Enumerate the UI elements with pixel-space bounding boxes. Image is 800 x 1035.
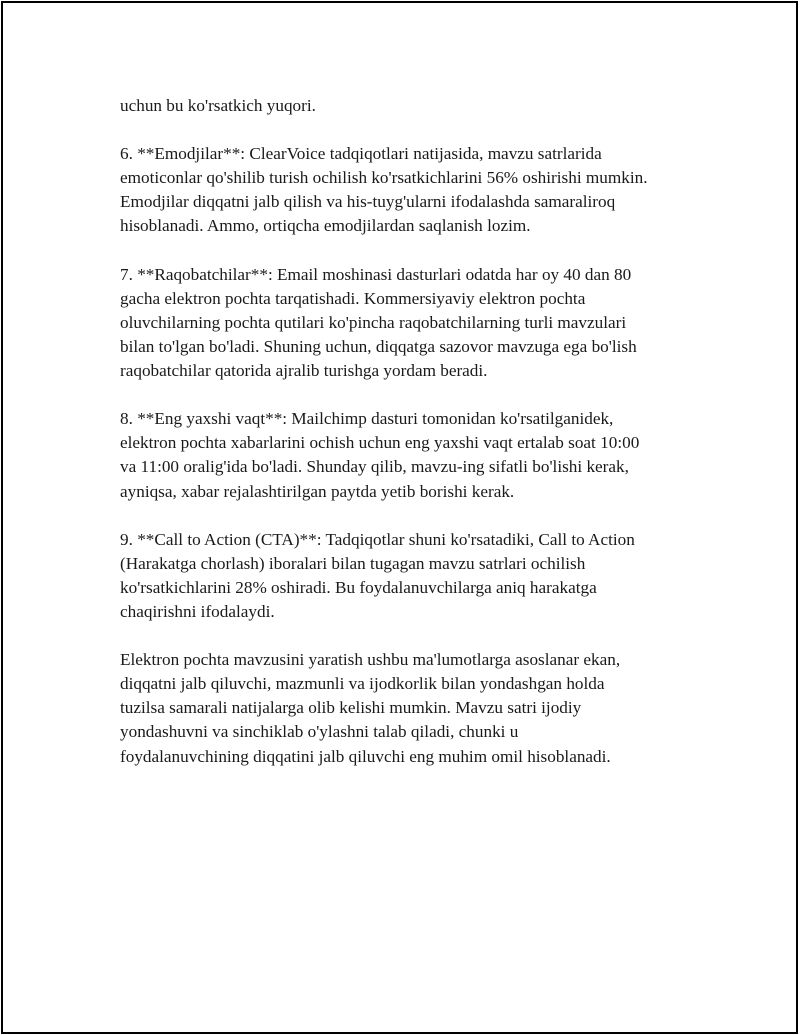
text-line: diqqatni jalb qiluvchi, mazmunli va ijodkorlik bilan yondashgan holda	[120, 674, 605, 694]
text-line: oluvchilarning pochta qutilari ko'pincha raqobatchilarning turli mavzulari	[120, 312, 627, 332]
paragraph-item-6-emodjilar	[120, 142, 710, 238]
text-line: hisoblanadi. Ammo, ortiqcha emodjilardan saqlanish lozim.	[120, 216, 531, 236]
text-line: raqobatchilar qatorida ajralib turishga yordam beradi.	[120, 361, 488, 381]
paragraph-continuation	[120, 94, 710, 118]
paragraph-conclusion	[120, 648, 710, 768]
document-body	[120, 94, 710, 793]
text-line: (Harakatga chorlash) iboralari bilan tugagan mavzu satrlari ochilish	[120, 553, 586, 573]
text-line: emoticonlar qo'shilib turish ochilish ko'rsatkichlarini 56% oshirishi mumkin.	[120, 168, 648, 188]
text-line: va 11:00 oralig'ida bo'ladi. Shunday qilib, mavzu-ing sifatli bo'lishi kerak,	[120, 457, 629, 477]
text-line: 8. **Eng yaxshi vaqt**: Mailchimp dasturi tomonidan ko'rsatilganidek,	[120, 409, 614, 429]
text-line: foydalanuvchining diqqatini jalb qiluvchi eng muhim omil hisoblanadi.	[120, 746, 611, 766]
text-line: 7. **Raqobatchilar**: Email moshinasi dasturlari odatda har oy 40 dan 80	[120, 264, 632, 284]
paragraph-item-8-eng-yaxshi-vaqt	[120, 407, 710, 503]
text-line: ayniqsa, xabar rejalashtirilgan paytda yetib borishi kerak.	[120, 481, 515, 501]
page-frame	[1, 1, 798, 1034]
text-line: 6. **Emodjilar**: ClearVoice tadqiqotlari natijasida, mavzu satrlarida	[120, 144, 602, 164]
text-line: yondashuvni va sinchiklab o'ylashni talab qiladi, chunki u	[120, 722, 519, 742]
text-line: 9. **Call to Action (CTA)**: Tadqiqotlar shuni ko'rsatadiki, Call to Action	[120, 529, 635, 549]
text-line: bilan to'lgan bo'ladi. Shuning uchun, diqqatga sazovor mavzuga ega bo'lish	[120, 336, 637, 356]
text-line: ko'rsatkichlarini 28% oshiradi. Bu foydalanuvchilarga aniq harakatga	[120, 577, 597, 597]
paragraph-item-7-raqobatchilar	[120, 263, 710, 383]
text-line: gacha elektron pochta tarqatishadi. Kommersiyaviy elektron pochta	[120, 288, 586, 308]
text-line: chaqirishni ifodalaydi.	[120, 601, 275, 621]
paragraph-item-9-call-to-action	[120, 528, 710, 624]
text-line: uchun bu ko'rsatkich yuqori.	[120, 96, 316, 115]
text-line: elektron pochta xabarlarini ochish uchun eng yaxshi vaqt ertalab soat 10:00	[120, 433, 640, 453]
text-line: tuzilsa samarali natijalarga olib kelishi mumkin. Mavzu satri ijodiy	[120, 698, 582, 718]
text-line: Emodjilar diqqatni jalb qilish va his-tuyg'ularni ifodalashda samaraliroq	[120, 192, 616, 212]
text-line: Elektron pochta mavzusini yaratish ushbu ma'lumotlarga asoslanar ekan,	[120, 650, 621, 670]
